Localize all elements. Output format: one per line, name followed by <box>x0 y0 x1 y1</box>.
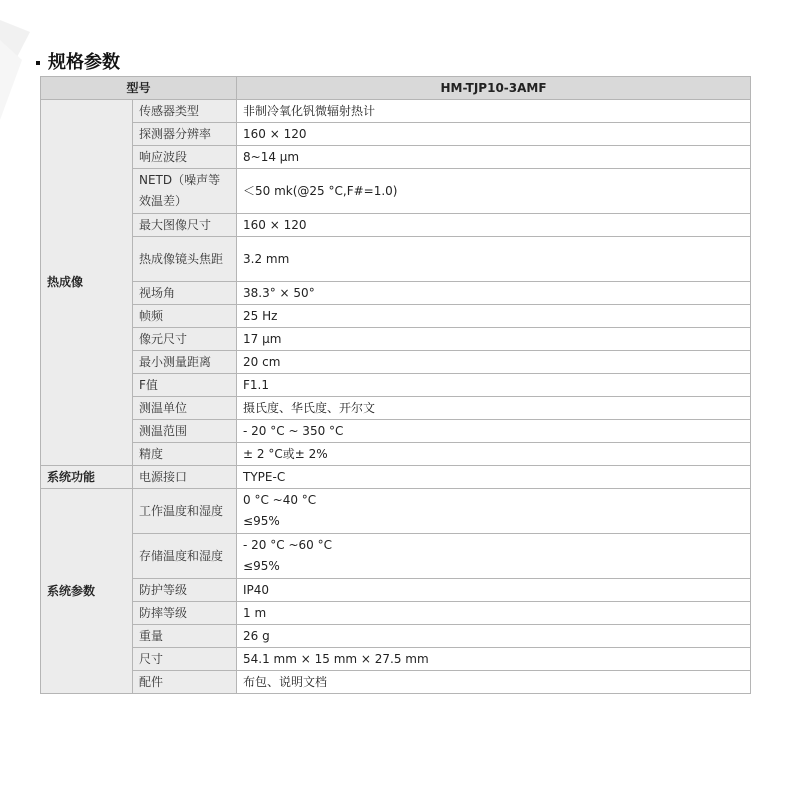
param-value: 160 × 120 <box>237 214 751 237</box>
table-row <box>41 282 751 305</box>
param-value: 38.3° × 50° <box>237 282 751 305</box>
value-line: ≤95% <box>243 514 280 528</box>
table-row <box>41 169 751 214</box>
param-label: 测温范围 <box>133 420 237 443</box>
param-label: 重量 <box>133 625 237 648</box>
param-value: 布包、说明文档 <box>237 671 751 694</box>
table-row <box>41 625 751 648</box>
param-label: 帧频 <box>133 305 237 328</box>
table-row <box>41 534 751 579</box>
model-value: HM-TJP10-3AMF <box>237 77 751 100</box>
param-value: 1 m <box>237 602 751 625</box>
section-heading <box>36 48 120 74</box>
param-value: 54.1 mm × 15 mm × 27.5 mm <box>237 648 751 671</box>
table-row <box>41 489 751 534</box>
spec-table <box>40 76 751 694</box>
param-label: 尺寸 <box>133 648 237 671</box>
param-label: 最大图像尺寸 <box>133 214 237 237</box>
param-label: 热成像镜头焦距 <box>133 237 237 282</box>
category-system-params: 系统参数 <box>41 489 133 694</box>
param-label: 响应波段 <box>133 146 237 169</box>
category-system-function: 系统功能 <box>41 466 133 489</box>
model-label: 型号 <box>41 77 237 100</box>
param-value: IP40 <box>237 579 751 602</box>
value-line: - 20 °C ~60 °C <box>243 538 332 552</box>
param-value: 26 g <box>237 625 751 648</box>
param-value: 25 Hz <box>237 305 751 328</box>
table-row <box>41 579 751 602</box>
param-value: F1.1 <box>237 374 751 397</box>
table-row <box>41 237 751 282</box>
param-value: 17 μm <box>237 328 751 351</box>
value-line: ≤95% <box>243 559 280 573</box>
param-value: 3.2 mm <box>237 237 751 282</box>
param-label: 最小测量距离 <box>133 351 237 374</box>
param-label: 配件 <box>133 671 237 694</box>
table-row <box>41 214 751 237</box>
param-value: TYPE-C <box>237 466 751 489</box>
table-row <box>41 100 751 123</box>
param-label: 防护等级 <box>133 579 237 602</box>
param-label: 工作温度和湿度 <box>133 489 237 534</box>
param-label: 电源接口 <box>133 466 237 489</box>
param-value: - 20 °C ~ 350 °C <box>237 420 751 443</box>
param-label: NETD（噪声等效温差） <box>133 169 237 214</box>
param-label: 传感器类型 <box>133 100 237 123</box>
value-line: 0 °C ~40 °C <box>243 493 317 507</box>
category-thermal: 热成像 <box>41 100 133 466</box>
param-value: 摄氏度、华氏度、开尔文 <box>237 397 751 420</box>
param-value: ± 2 °C或± 2% <box>237 443 751 466</box>
param-value: 160 × 120 <box>237 123 751 146</box>
table-row <box>41 374 751 397</box>
table-row <box>41 351 751 374</box>
param-label: 测温单位 <box>133 397 237 420</box>
param-label: 存储温度和湿度 <box>133 534 237 579</box>
table-row <box>41 466 751 489</box>
param-value: ＜50 mk(@25 °C,F#=1.0) <box>237 169 751 214</box>
table-row <box>41 146 751 169</box>
table-row <box>41 123 751 146</box>
table-row <box>41 443 751 466</box>
table-header-row <box>41 77 751 100</box>
param-value <box>237 534 751 579</box>
bullet-icon <box>36 61 40 65</box>
table-row <box>41 602 751 625</box>
param-label: F值 <box>133 374 237 397</box>
param-label: 探测器分辨率 <box>133 123 237 146</box>
param-label: 视场角 <box>133 282 237 305</box>
param-value: 非制冷氧化钒微辐射热计 <box>237 100 751 123</box>
param-value <box>237 489 751 534</box>
table-row <box>41 420 751 443</box>
param-label: 防摔等级 <box>133 602 237 625</box>
table-row <box>41 305 751 328</box>
param-label: 精度 <box>133 443 237 466</box>
table-row <box>41 648 751 671</box>
table-row <box>41 671 751 694</box>
param-value: 8~14 μm <box>237 146 751 169</box>
table-row <box>41 397 751 420</box>
param-value: 20 cm <box>237 351 751 374</box>
param-label: 像元尺寸 <box>133 328 237 351</box>
table-row <box>41 328 751 351</box>
section-title: 规格参数 <box>48 52 120 73</box>
